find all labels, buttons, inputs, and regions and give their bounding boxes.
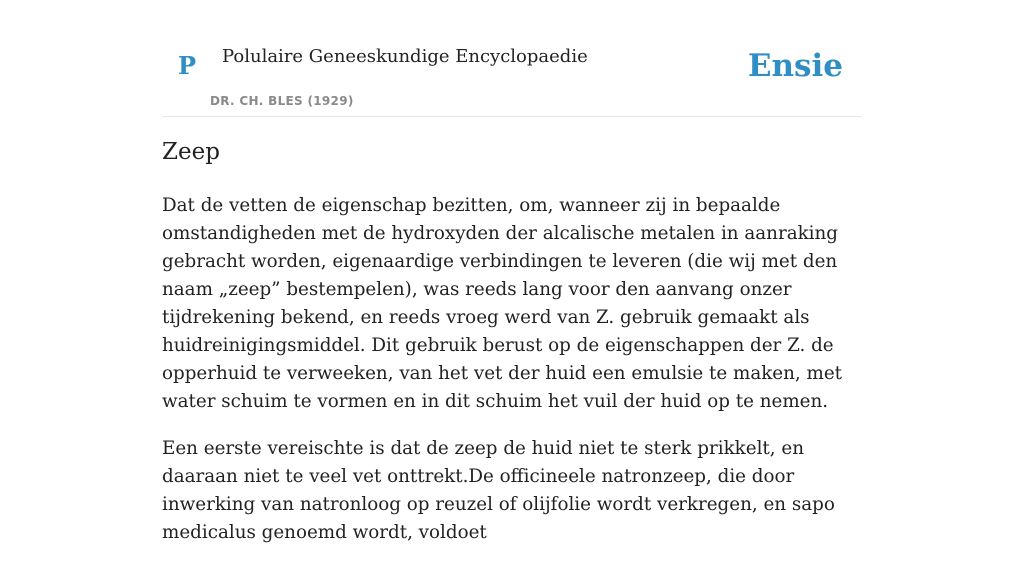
- book-author: DR. CH. BLES (1929): [210, 94, 354, 108]
- brand-logo[interactable]: Ensie: [747, 48, 843, 84]
- entry-body: [162, 192, 862, 566]
- book-logo-icon[interactable]: P: [178, 51, 197, 80]
- entry-title: Zeep: [162, 139, 220, 165]
- header: [162, 0, 862, 117]
- paragraph: Dat de vetten de eigenschap bezitten, om, wanneer zij in bepaalde omstandigheden met de hydroxyden der alcalische metalen in aanraking gebracht worden, eigenaardige verbindingen te leveren (die wij met den naam „zeep” bestempelen), was reeds lang voor den aanvang onzer tijdrekening bekend, en reeds vroeg werd van Z. gebruik gemaakt als huidreinigingsmiddel. Dit gebruik berust op de eigenschappen der Z. de opperhuid te verweeken, van het vet der huid een emulsie te maken, met water schuim te vormen en in dit schuim het vuil der huid op te nemen.: [162, 195, 843, 412]
- book-title[interactable]: Polulaire Geneeskundige Encyclopaedie: [222, 46, 588, 67]
- page: [162, 0, 862, 543]
- paragraph: Een eerste vereischte is dat de zeep de huid niet te sterk prikkelt, en daaraan niet te veel vet onttrekt.De officineele natronzeep, die door inwerking van natronloog op reuzel of olijfolie wordt verkregen, en sapo medicalus genoemd wordt, voldoet: [162, 438, 835, 543]
